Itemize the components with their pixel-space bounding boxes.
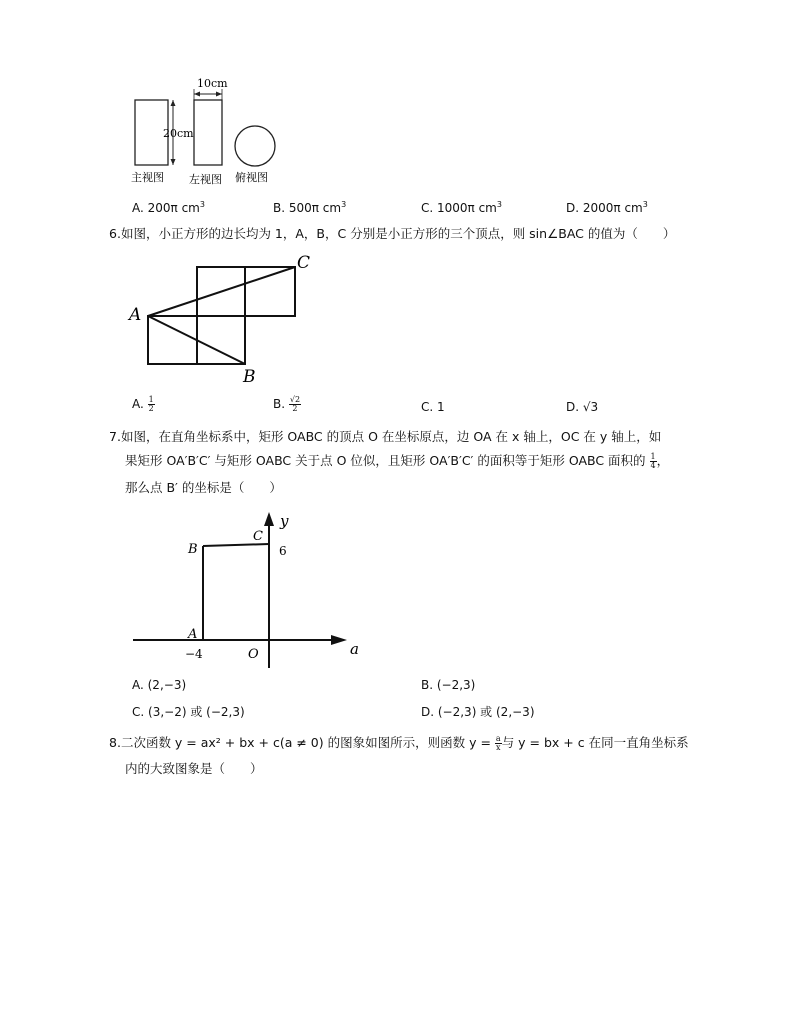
dim-side-label: 20cm [163, 127, 194, 140]
point-c-label: C [253, 529, 263, 544]
q6-number: 6. [109, 226, 121, 241]
q6-option-a: A. $\frac{1}{2}$ [132, 395, 154, 413]
x-axis-label: a [350, 640, 359, 658]
q6-option-d: D. √3 [566, 400, 599, 414]
origin-label: O [248, 647, 259, 662]
point-b-label: B [243, 367, 256, 387]
x-tick-neg4: −4 [185, 647, 203, 661]
q7-stem-line3: 那么点 B′ 的坐标是（ ） [125, 480, 282, 495]
q6-option-c: C. 1 [421, 400, 445, 414]
point-a-label: A [129, 305, 142, 325]
y-tick-6: 6 [279, 544, 287, 558]
q6-text: 如图，小正方形的边长均为 1，A，B，C 分别是小正方形的三个顶点，则 sin∠BAC 的值为（ ） [120, 226, 676, 241]
point-c-label: C [297, 253, 311, 273]
q7-option-c: C. (3,−2) 或 (−2,3) [132, 705, 245, 719]
q7-option-a: A. (2,−3) [132, 678, 187, 692]
point-b-label: B [188, 542, 198, 557]
q5-option-c: C. 1000π $cm^3$ [421, 200, 502, 215]
q8-number: 8. [109, 735, 121, 750]
point-a-label: A [188, 627, 198, 642]
q6-option-b: B. $\frac{√2}{2}$ [273, 395, 301, 413]
three-view-diagram [125, 75, 285, 190]
q7-option-b: B. (−2,3) [421, 678, 476, 692]
q7-stem-line1: 7.如图，在直角坐标系中，矩形 OABC 的顶点 O 在坐标原点，边 OA 在 x 轴上，OC 在 y 轴上，如 [109, 429, 662, 444]
front-view-label: 主视图 [131, 171, 164, 184]
y-axis-label: y [280, 512, 289, 530]
q5-option-d: D. 2000π $cm^3$ [566, 200, 648, 215]
q7-number: 7. [109, 429, 121, 444]
left-view-rect [194, 100, 222, 165]
top-view-circle [235, 126, 275, 166]
q7-stem-line2: 果矩形 OA′B′C′ 与矩形 OABC 关于点 O 位似，且矩形 OA′B′C′ 的面积等于矩形 OABC 面积的 $\frac{1}{4}$ ， [125, 452, 670, 470]
q7-coordinate-graph [125, 508, 365, 668]
q6-stem [109, 225, 675, 243]
left-view-label: 左视图 [189, 173, 222, 186]
top-view-label: 俯视图 [235, 171, 268, 184]
q5-option-b: B. 500π $cm^3$ [273, 200, 347, 215]
dim-top-label: 10cm [197, 77, 228, 90]
q7-option-d: D. (−2,3) 或 (2,−3) [421, 705, 535, 719]
q5-option-a: A. 200π $cm^3$ [132, 200, 205, 215]
q6-grid-diagram [125, 250, 325, 390]
q8-stem-line1: 8.二次函数 y = ax² + bx + c(a ≠ 0) 的图象如图所示，则函数 y = $\frac{a}{x}$ 与 y = bx + c 在同一直角坐标系 [109, 734, 689, 752]
q8-stem-line2: 内的大致图象是（ ） [125, 761, 263, 776]
segment-ac [148, 267, 295, 316]
